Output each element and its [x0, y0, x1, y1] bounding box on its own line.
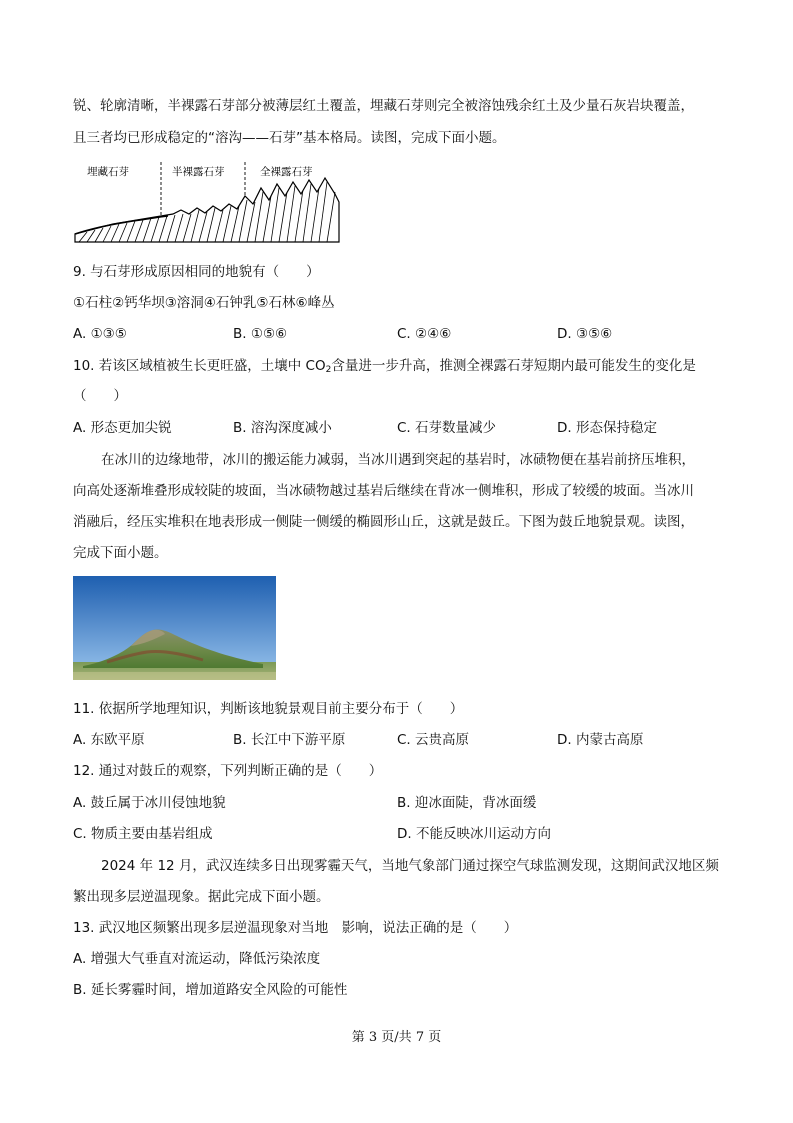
q9-option-d[interactable]: D. ③⑤⑥: [557, 326, 613, 342]
q10-stem-part-b: 含量进一步升高，推测全裸露石芽短期内最可能发生的变化是: [331, 358, 696, 374]
q10-stem-paren: （ ）: [73, 388, 127, 404]
q12-option-a[interactable]: A. 鼓丘属于冰川侵蚀地貌: [73, 795, 226, 811]
q9-option-b[interactable]: B. ①⑤⑥: [233, 326, 288, 342]
page-footer: 第 3 页/共 7 页: [351, 1030, 442, 1045]
q12-stem: 12. 通过对鼓丘的观察，下列判断正确的是（ ）: [73, 763, 383, 779]
q10-stem-subscript: 2: [325, 365, 332, 375]
q11-option-b[interactable]: B. 长江中下游平原: [233, 732, 346, 748]
passage2-line-1: 在冰川的边缘地带，冰川的搬运能力减弱，当冰川遇到突起的基岩时，冰碛物便在基岩前挤压堆积，: [101, 452, 695, 468]
q13-stem: 13. 武汉地区频繁出现多层逆温现象对当地 影响，说法正确的是（ ）: [73, 920, 518, 936]
photo-foreground: [73, 672, 276, 680]
q10-option-d[interactable]: D. 形态保持稳定: [557, 420, 657, 436]
q12-option-c[interactable]: C. 物质主要由基岩组成: [73, 826, 213, 842]
stone-bud-diagram: [73, 158, 343, 250]
q9-stem: 9. 与石芽形成原因相同的地貌有（ ）: [73, 264, 320, 280]
q10-stem-part-a: 10. 若该区域植被生长更旺盛，土壤中 CO: [73, 358, 326, 374]
passage3-line-1: 2024 年 12 月，武汉连续多日出现雾霾天气，当地气象部门通过探空气球监测发现，这期间武汉地区频: [101, 858, 719, 874]
q11-option-a[interactable]: A. 东欧平原: [73, 732, 145, 748]
q11-option-d[interactable]: D. 内蒙古高原: [557, 732, 644, 748]
q11-option-c[interactable]: C. 云贵高原: [397, 732, 470, 748]
bedrock-profile: [75, 178, 339, 242]
intro-line-2: 且三者均已形成稳定的“溶沟——石芽”基本格局。读图，完成下面小题。: [73, 130, 506, 146]
q13-option-b[interactable]: B. 延长雾霾时间，增加道路安全风险的可能性: [73, 982, 348, 998]
intro-line-1: 锐、轮廓清晰，半裸露石芽部分被薄层红土覆盖，埋藏石芽则完全被溶蚀残余红土及少量石灰岩块覆盖，: [73, 98, 694, 114]
passage3-line-2: 繁出现多层逆温现象。据此完成下面小题。: [73, 889, 330, 905]
q9-option-a[interactable]: A. ①③⑤: [73, 326, 127, 342]
q13-option-a[interactable]: A. 增强大气垂直对流运动，降低污染浓度: [73, 951, 321, 967]
passage2-line-2: 向高处逐渐堆叠形成较陡的坡面，当冰碛物越过基岩后继续在背冰一侧堆积，形成了较缓的坡面。当冰川: [73, 483, 694, 499]
drumlin-photo: [73, 576, 276, 680]
passage2-line-4: 完成下面小题。: [73, 545, 168, 561]
q9-items: ①石柱②钙华坝③溶洞④石钟乳⑤石林⑥峰丛: [73, 295, 335, 311]
passage2-line-3: 消融后，经压实堆积在地表形成一侧陡一侧缓的椭圆形山丘，这就是鼓丘。下图为鼓丘地貌景观。读图，: [73, 514, 694, 530]
diagram-label-full: 全裸露石芽: [260, 166, 313, 178]
q10-option-c[interactable]: C. 石芽数量减少: [397, 420, 497, 436]
q10-option-a[interactable]: A. 形态更加尖锐: [73, 420, 172, 436]
q12-option-d[interactable]: D. 不能反映冰川运动方向: [397, 826, 551, 842]
q10-option-b[interactable]: B. 溶沟深度减小: [233, 420, 332, 436]
q10-stem: [73, 356, 696, 380]
q11-stem: 11. 依据所学地理知识，判断该地貌景观目前主要分布于（ ）: [73, 701, 464, 717]
diagram-label-semi: 半裸露石芽: [172, 166, 225, 178]
q12-option-b[interactable]: B. 迎冰面陡，背冰面缓: [397, 795, 537, 811]
diagram-label-buried: 埋藏石芽: [87, 166, 129, 178]
q9-option-c[interactable]: C. ②④⑥: [397, 326, 452, 342]
